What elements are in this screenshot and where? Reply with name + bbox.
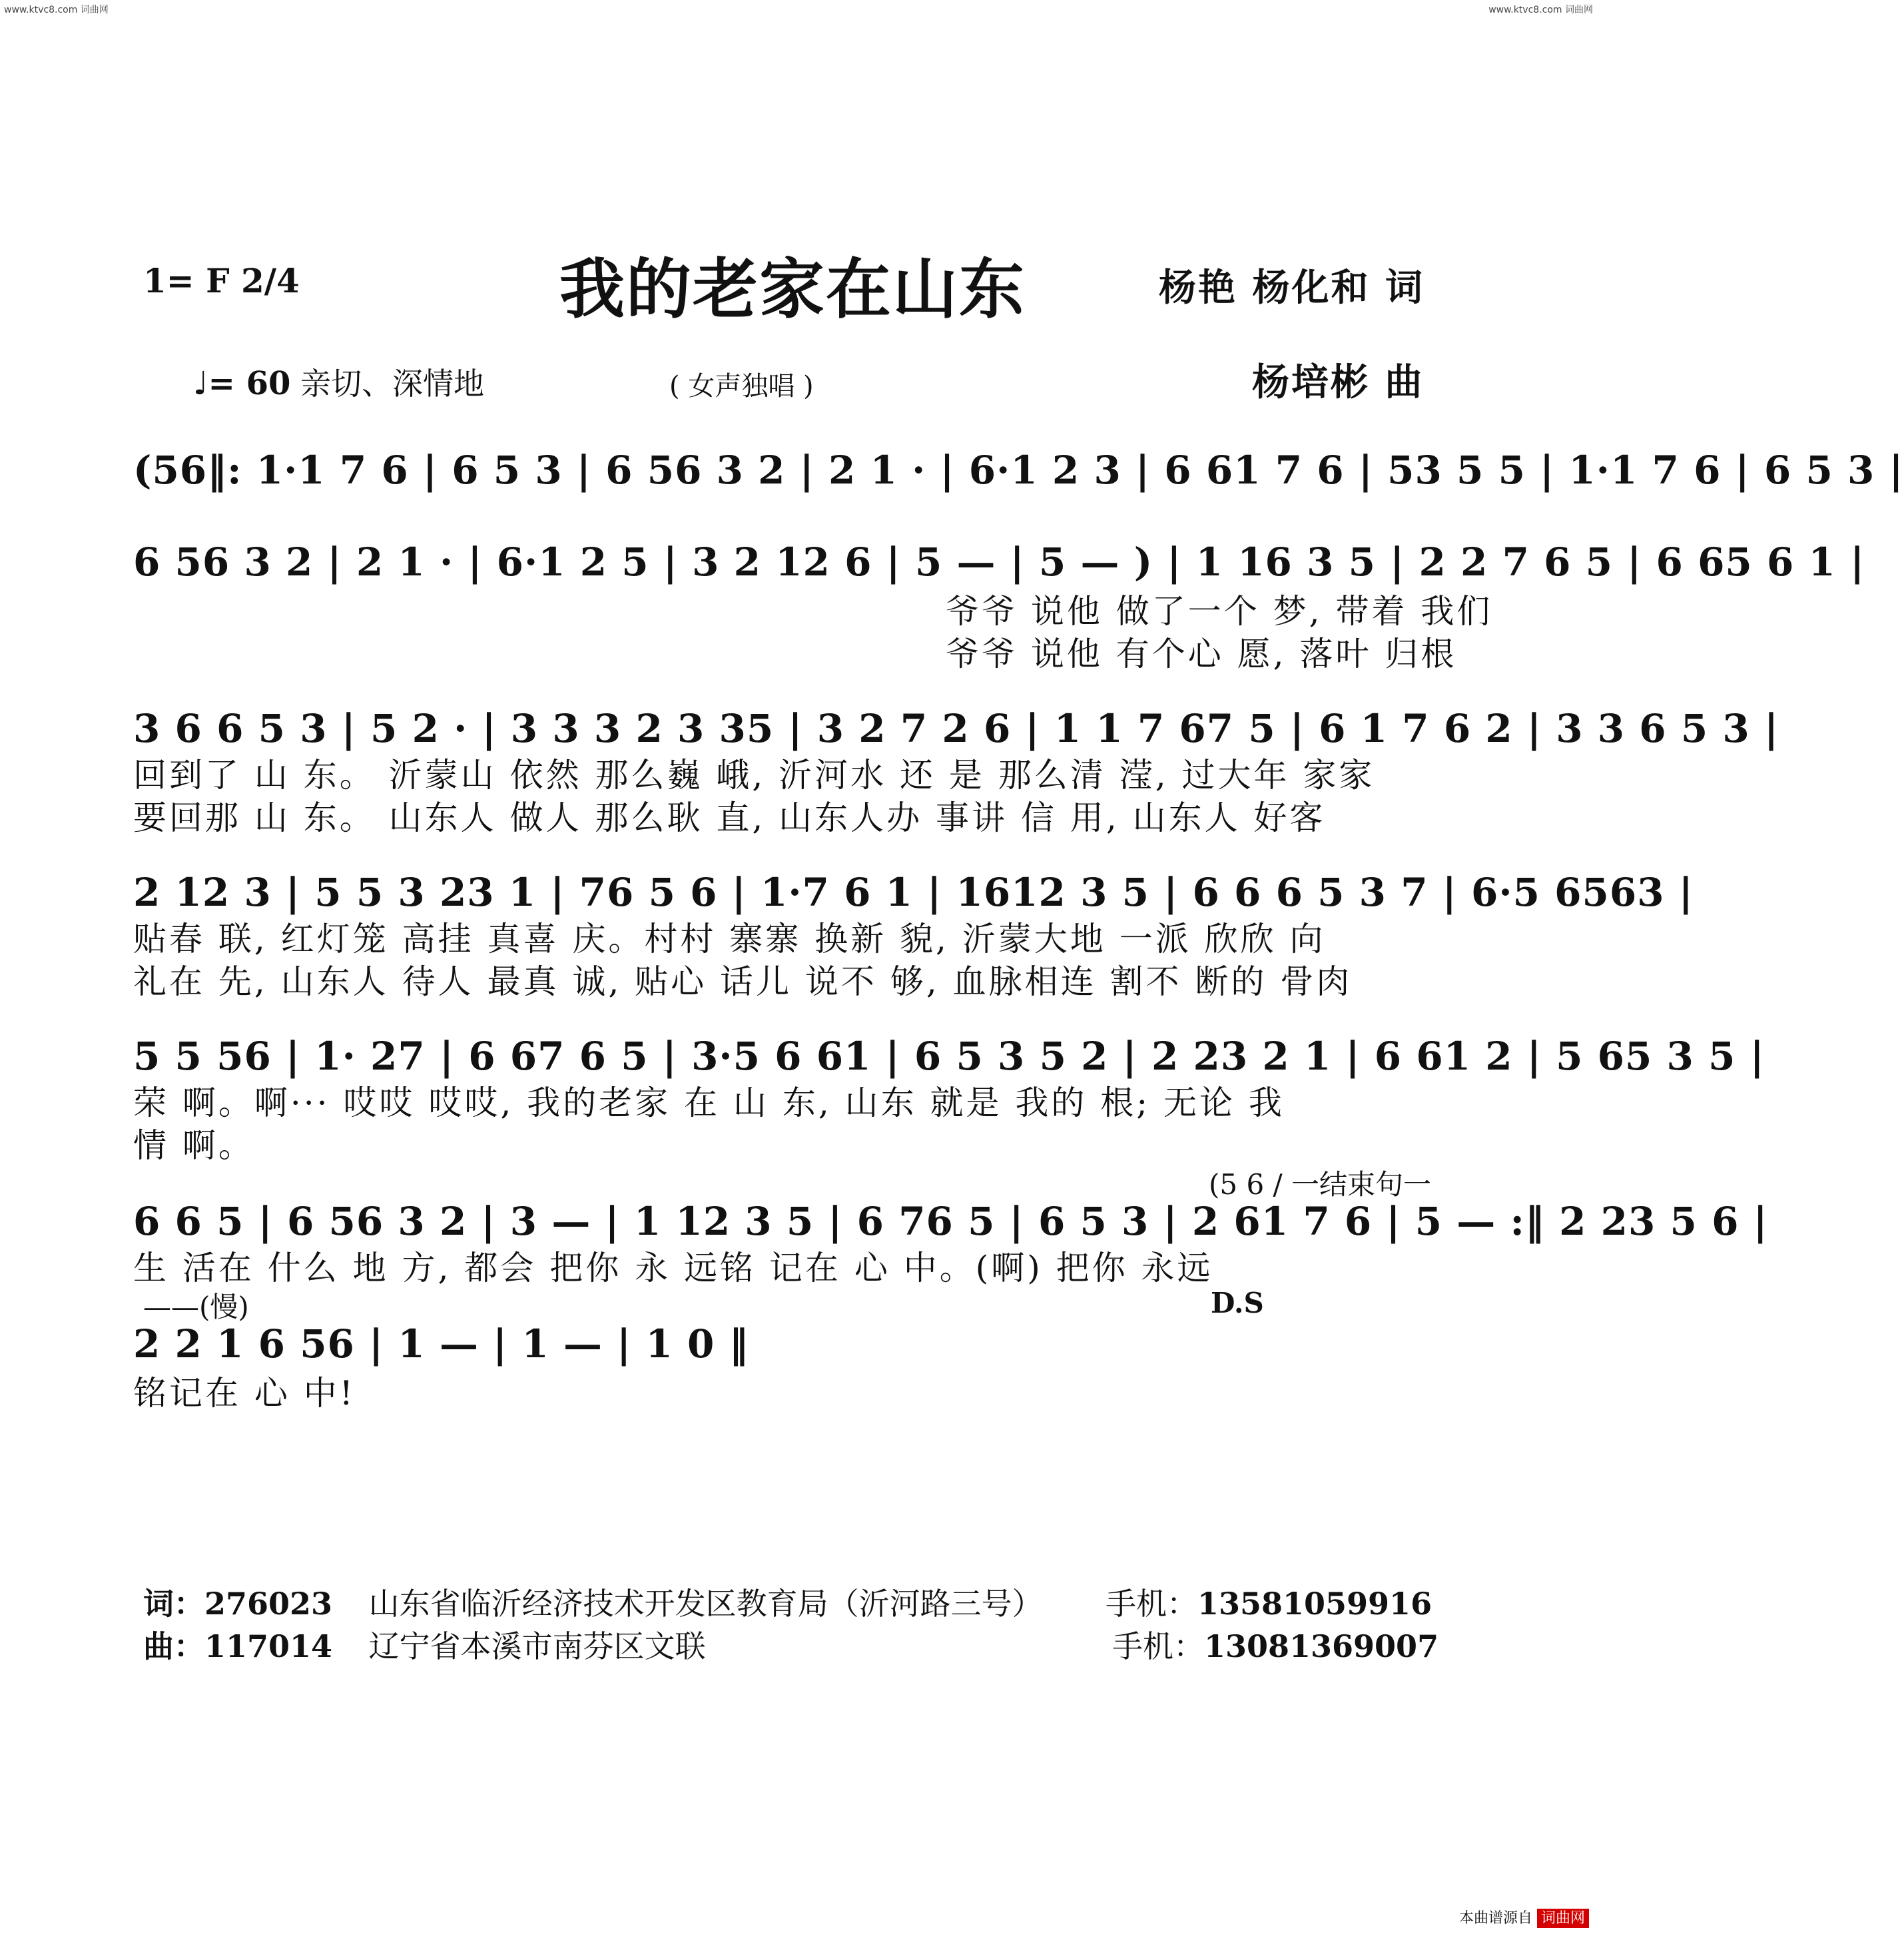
score-line-5: 5 5 56 | 1· 27 | 6 67 6 5 | 3·5 6 61 | 6 5 3 5 2 | 2 23 2 1 | 6 61 2 | 5 65 3 5 |	[133, 1034, 1765, 1079]
footer-composer-postcode: 曲：117014	[143, 1628, 333, 1664]
score-line-1: (56‖: 1·1 7 6 | 6 5 3 | 6 56 3 2 | 2 1 · | 6·1 2 3 | 6 61 7 6 | 53 5 5 | 1·1 7 6 | 6 5 3 |	[133, 448, 1904, 493]
lyric-line-6: 生 活在 什么 地 方, 都会 把你 永 远铭 记在 心 中。(啊) 把你 永远	[133, 1249, 1213, 1287]
phone-number: 13581059916	[1197, 1586, 1432, 1622]
source-stamp-text: 本曲谱源自	[1458, 1910, 1532, 1927]
ending-annotation: (5 6 / 一结束句一	[1209, 1168, 1432, 1201]
phone-label: 手机：	[1106, 1586, 1197, 1622]
watermark-left: www.ktvc8.com 词曲网	[4, 5, 109, 15]
lyricist-credit: 杨艳 杨化和 词	[1159, 266, 1425, 310]
lyric-line-2b: 爷爷 说他 有个心 愿, 落叶 归根	[946, 635, 1457, 673]
score-line-4: 2 12 3 | 5 5 3 23 1 | 76 5 6 | 1·7 6 1 | 1612 3 5 | 6 6 6 5 3 7 | 6·5 6563 |	[133, 870, 1694, 915]
watermark-right: www.ktvc8.com 词曲网	[1488, 5, 1593, 15]
tempo-marking	[193, 360, 484, 404]
lyric-line-2a: 爷爷 说他 做了一个 梦, 带着 我们	[946, 592, 1493, 631]
composer-credit: 杨培彬 曲	[1252, 360, 1425, 404]
genre-label: ( 女声独唱 )	[669, 371, 814, 402]
lyric-line-3b: 要回那 山 东。 山东人 做人 那么耿 直, 山东人办 事讲 信 用, 山东人 好客	[133, 799, 1326, 837]
lyric-line-7: 铭记在 心 中!	[133, 1374, 356, 1413]
source-stamp	[1459, 1907, 1589, 1927]
key-signature: 1= F 2/4	[143, 261, 300, 300]
score-line-3: 3 6 6 5 3 | 5 2 · | 3 3 3 2 3 35 | 3 2 7 2 6 | 1 1 7 67 5 | 6 1 7 6 2 | 3 3 6 5 3 |	[133, 706, 1779, 751]
score-line-7: 2 2 1 6 56 | 1 — | 1 — | 1 0 ‖	[133, 1321, 749, 1367]
footer-lyricist-phone	[1106, 1580, 1432, 1624]
footer-row-composer	[143, 1622, 706, 1666]
footer-composer-address: 辽宁省本溪市南芬区文联	[368, 1628, 706, 1664]
lyric-line-5a: 荣 啊。啊··· 哎哎 哎哎, 我的老家 在 山 东, 山东 就是 我的 根; 无论 我	[133, 1084, 1285, 1122]
footer-row-lyricist	[143, 1580, 1043, 1624]
page-title: 我的老家在山东	[559, 251, 1026, 328]
phone-number: 13081369007	[1204, 1628, 1439, 1664]
tempo-value: ♩= 60	[193, 365, 291, 402]
lyric-line-4b: 礼在 先, 山东人 待人 最真 诚, 贴心 话儿 说不 够, 血脉相连 割不 断的 骨肉	[133, 962, 1353, 1001]
lyric-line-4a: 贴春 联, 红灯笼 高挂 真喜 庆。村村 寨寨 换新 貌, 沂蒙大地 一派 欣欣 向	[133, 920, 1326, 958]
lyric-line-5b: 情 啊。	[133, 1126, 254, 1165]
ds-mark: D.S	[1211, 1287, 1264, 1319]
phone-label: 手机：	[1112, 1628, 1204, 1664]
expression-mark: 亲切、深情地	[300, 366, 484, 402]
score-line-6: 6 6 5 | 6 56 3 2 | 3 — | 1 12 3 5 | 6 76 5 | 6 5 3 | 2 61 7 6 | 5 — :‖ 2 23 5 6 |	[133, 1199, 1768, 1244]
source-stamp-brand: 词曲网	[1537, 1909, 1589, 1928]
slow-mark: ——(慢)	[143, 1291, 249, 1323]
footer-composer-phone	[1112, 1622, 1438, 1666]
footer-lyricist-postcode: 词：276023	[143, 1586, 333, 1622]
score-line-2: 6 56 3 2 | 2 1 · | 6·1 2 5 | 3 2 12 6 | 5 — | 5 — ) | 1 16 3 5 | 2 2 7 6 5 | 6 65 6 1 |	[133, 539, 1865, 585]
footer-lyricist-address: 山东省临沂经济技术开发区教育局（沂河路三号）	[368, 1586, 1043, 1622]
lyric-line-3a: 回到了 山 东。 沂蒙山 依然 那么巍 峨, 沂河水 还 是 那么清 滢, 过大年 家家	[133, 756, 1375, 795]
